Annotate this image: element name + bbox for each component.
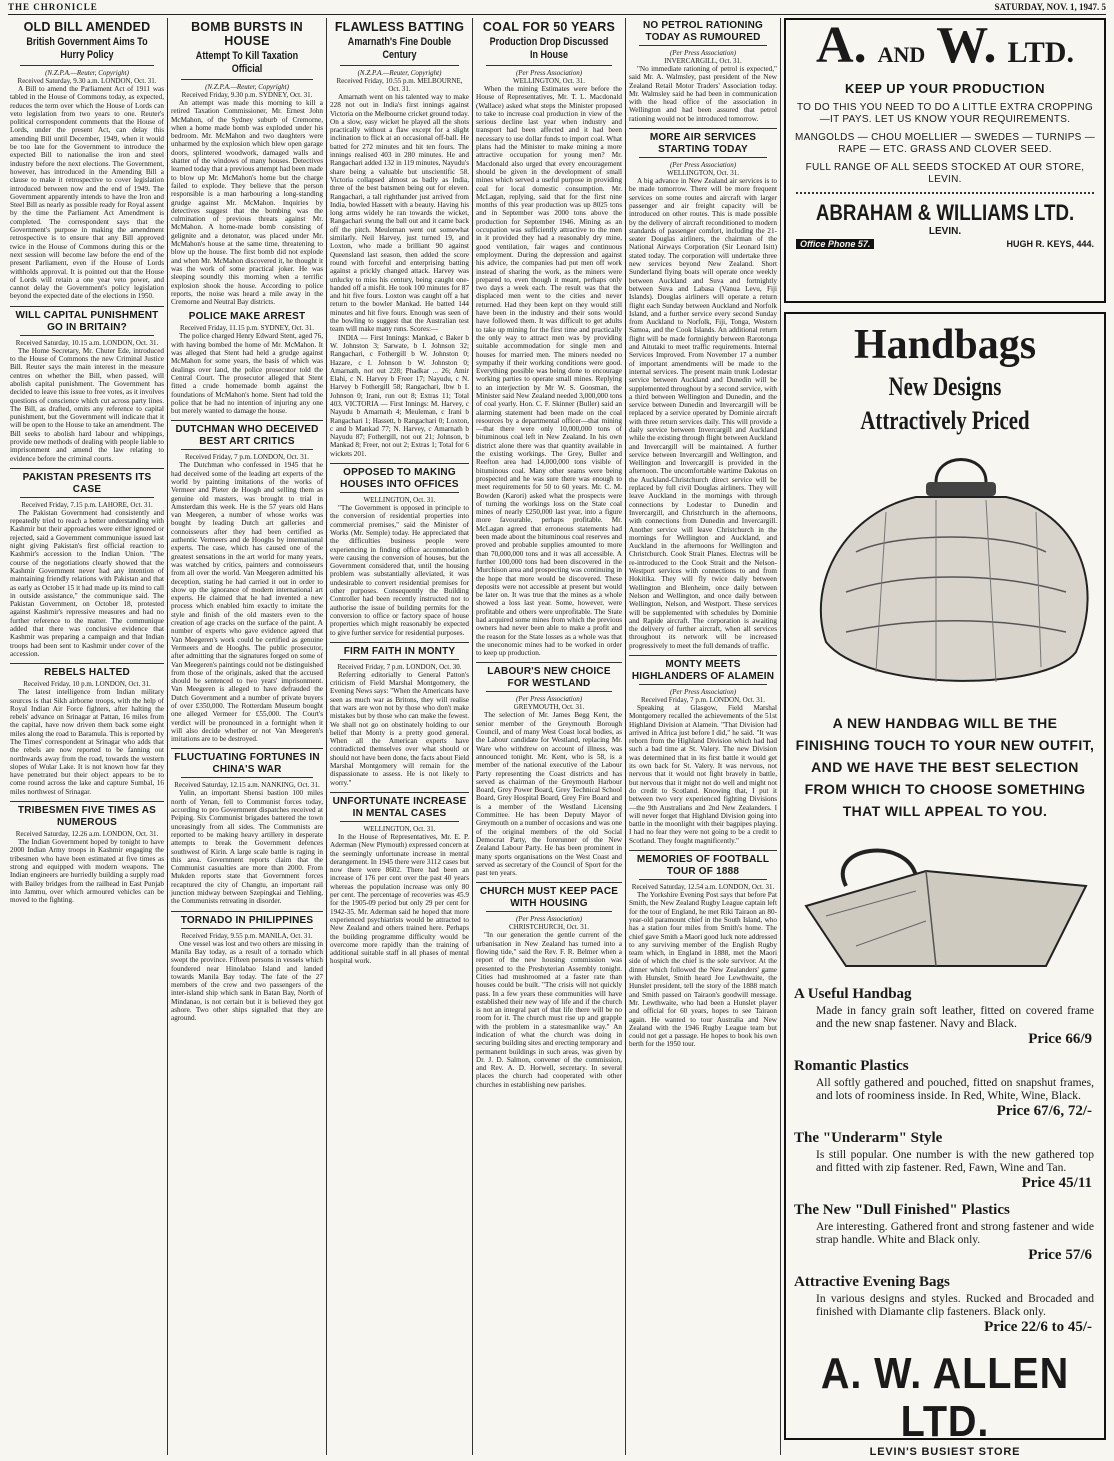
article-body: The latest intelligence from Indian military sources is that Sikh airborne troops, with the help of Royal Indian Air Force fighters, after halting the rebels' advance on Srinagar at Pattan, 16 miles from the capital, have now driven them back some eight miles along the road to Baramula. This is reported by The Times' correspondent at Srinagar who adds that the rebels are now reported to be fanning out northwards away from the road, towards the western slopes of Wular Lake. It is not known how far they have penetrated but their object appears to be to come round across the lake and capture Sumbal, 16 miles northwest of Srinagar. bbox=[10, 688, 164, 796]
article-old-bill-amended bbox=[10, 20, 164, 301]
article-pakistan bbox=[10, 472, 164, 658]
dateline: WELLINGTON, Oct. 31. bbox=[363, 824, 436, 833]
credit: (Per Press Association) bbox=[515, 695, 583, 704]
article-dutchman bbox=[171, 424, 323, 743]
item-desc: In various designs and styles. Rucked and Brocaded and finished with Diamante clip fasteners. Black only. bbox=[816, 1293, 1094, 1318]
headline: BOMB BURSTS IN HOUSE bbox=[191, 20, 303, 48]
article-body: Amarnath went on his talented way to make 228 not out in India's first innings against Victoria on the Melbourne cricket ground today. On a slow, easy wicket he played all the shots practically without a flaw except for a slight inclination to flick at an occasional off-ball. He batted for 272 minutes and hit ten fours. The innings realised 403 in 280 minutes. He and Rangachari added 132 in 119 minutes, Nayudu's share being a valuable but unscientific 58. Victoria collapsed almost as badly as India, three of the best batsmen being out for eleven. Rangachari, a tall righthander just arrived from India, bowled Hassett with a beauty. Having his long arms widely he ran towards the wicket, Rangachari swung the ball out and it came back off the pitch. Meuleman went out somewhat similarly. Neil Harvey, just turned 19, and Loxton, who made a brilliant 90 against Queensland last season, then added the score round with forceful and enterprising batting against a prickly changed attack. Harvey was unlucky to miss his century, being caught one-handed off a misfit. He took 100 minutes for 87 and hit five fours. Loxton was caught off a hat return to the bowler Mankad. He batted 144 minutes and hit five fours. Enough was seen of the bowling to suggest that the Australian test team will make many runs. Scores:— bbox=[330, 93, 469, 334]
column-rule bbox=[780, 18, 781, 1455]
item-price: Price 67/6, 72/- bbox=[996, 1103, 1092, 1119]
item-price: Price 45/11 bbox=[1021, 1175, 1092, 1191]
article-capital-punishment bbox=[10, 310, 164, 463]
ad-item bbox=[786, 986, 1104, 1048]
credit: (Per Press Association) bbox=[669, 688, 737, 696]
dateline: Received Friday, 7 p.m. LONDON, Oct. 31. bbox=[641, 696, 765, 704]
dateline: WELLINGTON, Oct. 31. bbox=[363, 496, 436, 505]
item-price: Price 22/6 to 45/- bbox=[984, 1319, 1092, 1335]
headline: OLD BILL AMENDED bbox=[23, 20, 151, 34]
ad-item bbox=[786, 1202, 1104, 1264]
headline: NO PETROL RATIONING TODAY AS RUMOURED bbox=[642, 20, 764, 43]
article-tribesmen bbox=[10, 805, 164, 904]
dateline: Received Friday, 7 p.m. LONDON, Oct. 30. bbox=[337, 662, 462, 671]
ad-items bbox=[786, 986, 1104, 1336]
item-desc: Is still popular. One number is with the new gathered top and fitted with zip fastener. Red, Fawn, Wine and Tan. bbox=[816, 1149, 1094, 1174]
subheadline: Production Drop Discussed In House bbox=[489, 36, 609, 61]
credit: (Per Press Association) bbox=[515, 69, 583, 77]
headline: FLUCTUATING FORTUNES IN CHINA'S WAR bbox=[174, 752, 320, 776]
article-body: The Dutchman who confessed in 1945 that he had deceived some of the leading art experts of the world by painting imitations of the works of Vermeer and Pieter de Hoogh and selling them as genuine old masters, was brought to trial in Amsterdam this week. He is the 57 years old Hans van Meegeren, a number of whose works was bought by leading Dutch art galleries and connoisseurs after they had been certified as authentic Vermeers and de Hooghs by international experts. The case, which has caused one of the greatest sensations in the art world for many years, was watched by critics, painters and connoisseurs from all over the world. Van Meegeren admitted his deception, stating he had carried it out in order to show up the ignorance of modern international art experts. He claimed that he had invented a new process which enabled him exactly to imitate the style and finish of the old masters even to the creation of age cracks on the surface of the paint. A number of experts who gave evidence agreed that Van Meegeren's work could be certified as genuine Vermeers and de Hooghs. The public prosecutor, after admitting that the signatures forged on some of Van Meegeren's paintings could not be distinguished from those of the originals, asked that the accused should be sentenced to two years' imprisonment. Van Meegeren is alleged to have defrauded the Dutch Government and a number of private buyers of over £350,000. The Rotterdam Museum bought one alleged Vermeer for £55,000. The Court's verdict will be pronounced in a fortnight when it will also decide whether or not Van Meegeren's imitations are to be destroyed. bbox=[171, 461, 323, 744]
dateline: Received Friday, 10.55 p.m. MELBOURNE, Oct. 31. bbox=[336, 77, 463, 93]
dateline: WELLINGTON, Oct. 31. bbox=[667, 169, 739, 178]
article-body: The Pakistan Government had consistently and repeatedly tried to reach a better understanding with Kashmir but their approaches were either ignored or rejected, said a Government communique issued last night giving Pakistan's first official reaction to Kashmir's accession to the Indian Union. "The course of the negotiations clearly showed that the Kashmir Government never had any intention of maintaining friendly relations with Pakistan and that as early as October 15 it had made up its mind to call in outside assistance," the communique said. The Pakistan Government, on October 18, protested against Kashmir's repressive measures and had no further reference to the matter. The communique added that there was conclusive evidence that Kashmir was preparing a campaign and that Indian troops had been sent to Kashmir under cover of the accession. bbox=[10, 508, 164, 658]
article-body: The Indian Government hoped by tonight to have 2000 Indian Army troops in Kashmir engaging the tribesmen who have been estimated at five times as strong and equipped with modern weapons. The Indian engineers are hurriedly building a supply road with Bailey bridges from the railhead in East Punjab into Jammu, over which armoured vehicles can be moved to the fighting. bbox=[10, 838, 164, 905]
article-rebels-halted bbox=[10, 667, 164, 796]
article-houses-offices bbox=[330, 467, 469, 637]
ad-company: ABRAHAM & WILLIAMS LTD. bbox=[815, 200, 1075, 225]
office-phone: Office Phone 57. bbox=[796, 239, 874, 249]
cricket-scores: INDIA — First Innings: Mankad, c Baker b W. Johnston 3; Sarwate, b I. Johnson 32; Rangachari, c Fothergill b W. Johnston 0; Hazare, c I. Johnson b W. Johnston 0; Amarnath, not out 228; Phadkar ... 26; Amir Elahi, c N. Harvey b Freer 17; Nayudu, c N. Harvey b Fothergill 58; Rangachari, lbw b I. Johnson 0; Irani, run out 8; Extras 11; Total 403. VICTORIA — First Innings: M. Harvey, c Nayudu b Amarnath 4; Meuleman, c Irani b Rangachari 1; Hassett, b Rangachari 0; Loxton, c and b Mankad 77; N. Harvey, c Amarnath b Nayudu 87; Fothergill, not out 21; Johnson, b Mankad 8; Freer, not out 2; Extras 1; Total for 6 wickets 201. bbox=[330, 333, 469, 458]
article-body: "In our generation the gentle current of the urbanisation in New Zealand has turned into a flowing tide," said the Rev. F. R. Belmer when a report of the new housing commission was presented to the Presbyterian Assembly tonight. Cities had mushroomed at a faster rate than houses could be built. "The crisis will not quickly pass. In a few years these communities will have established their new way of life and if the church is not an integral part of that life there will be no room for it. The church must rise up and grapple with the problem in a statesmanlike way." An indication of what the church was doing in securing building sites and erecting temporary and permanent buildings in such areas, was given by Dr. J. D. Salmon, convener of the commission, and Rev. A. D. Horwell, secretary. In several places the church had cooperated with other churches in establishing new parishes. bbox=[476, 931, 622, 1089]
headline: MEMORIES OF FOOTBALL TOUR OF 1888 bbox=[636, 854, 770, 878]
handbag-illustration bbox=[786, 826, 1104, 976]
article-china-war bbox=[171, 752, 323, 905]
ad-shop-name: A. W. ALLEN LTD. bbox=[820, 1349, 1070, 1446]
article-faith-monty bbox=[330, 646, 469, 787]
item-desc: Made in fancy grain soft leather, fitted on covered frame and the new snap fastener. Navy and Black. bbox=[816, 1005, 1094, 1030]
article-air-services bbox=[629, 132, 777, 650]
ad-title: Handbags bbox=[853, 322, 1037, 368]
dateline: Received Friday, 11.15 p.m. SYDNEY, Oct. 31. bbox=[180, 324, 314, 333]
article-body: The selection of Mr. James Begg Kent, the senior member of the Greymouth Borough Council, and of many West Coast local bodies, as the Labour candidate for Westland, replacing Mr. Ware who withdrew on account of illness, was announced tonight. Mr. Kent, who is 58, is a member of the national executive of the Labour Party representing the Coast districts and has served as chairman of the Greymouth Harbour Board, Grey Power Board, Grey Technical School Board, Grey Hospital Board, Grey Fire Board and is a member of the Westland Licensing Committee. He has been Deputy Mayor of Greymouth on a number of occasions and was one of the original members of the old Social Democrat Party, the forerunner of the New Zealand Labour Party. He has been prominent in many sports organisations on the West Coast and served as secretary of the Council of Sport for the past ten years. bbox=[476, 711, 622, 878]
headline: FLAWLESS BATTING bbox=[334, 20, 465, 34]
article-body: When the mining Estimates were before the House of Representatives, Mr. T. L. Macdonald (Wallace) asked what steps the Minister proposed to take to increase coal production in view of the serious decline last year when industry and transport had been affected and it had been necessary to use dollar funds to import coal. What plans had the Minister to make mining a more attractive occupation for young men? Mr. Macdonald also urged that every encouragement should be given in the development of small mines which served a useful purpose in providing coal for local domestic consumption. Mr. McLagan, replying, said that for the first nine months of this year production was up 8025 tons and in September was 2000 tons above the production for September 1946. Mining as an occupation was sufficiently attractive to the men in it provided they had a reasonably dry mine, good ventilation, fair wages and continuous employment. During the depression and against his advice, the companies had put men off work instead of sharing the work, as the miners were prepared to, even though it meant, perhaps only two days a week each. The result was that the displaced men went to the cities and never returned. Had they been kept on they would still have been in the industry and their sons would have followed them. It was difficult to get adults to take up mining for the first time and practically the only way to attract men was by providing suitable accommodation for single men and houses for married men. The miners needed no sympathy if their working conditions were good. Everything possible was being done to encourage working parties to operate small mines. Replying to an interjection by Mr W. S. Goosman, the Minister said New Zealand needed 3,000,000 tons of coal yearly. Hon. C. F. Skinner (Buller) said an alarming statement had been made on the coal resources by a departmental officer—that mining—that there were only 10,000,000 tons of bituminous coal left in New Zealand. In his own district alone there was that quantity available in the existing workings. The Grey, Buller and Reefton area had 14,000,000 tons visible of bituminous coal. Many other seams were being prospected and he was sure there was enough to meet requirements for 50 to 60 years. Mr. C. M. Bowden (Karori) asked what the prospects were of turning the workings loss on the State coal mines of nearly £250,000 last year, into a figure more favourable, perhaps profitable. Mr. McLagan agreed that erroneous statements had been made about the bituminous coal reserves and proved and probable supplies amounted to more than 70,000,000 tons and it was all accessible. A further 100,000 tons had been discovered in the Murchison area and prospecting was continuing in the hope that more would be discovered. These deposits were not accessible at present but would be later on. It was true that the mines as a whole showed a loss last year. Some, however, were profitable and others were unprofitable. The State had acquired some mines from which the previous owners had never been able to make a profit and the reason for the State losses as a whole was that the uneconomic mines had to be worked in order to keep up production. bbox=[476, 85, 622, 658]
article-tornado bbox=[171, 915, 323, 1023]
dateline: Received Saturday, 12.54 a.m. LONDON, Oct. 31. bbox=[631, 883, 775, 892]
article-body: In the House of Representatives, Mr. E. P. Aderman (New Plymouth) expressed concern at the seemingly unfortunate increase in mental derangement. In 1945 there were 3112 cases but now there were 8602. There had been an increase of 176 per cent over the past 40 years whereas the population increase was only 80 per cent. The percentage of recoveries was 45.9 for the 1905-09 period but only 29 per cent for 1942-35. Mr. Aderman said he hoped that more experienced psychiatrists would be attracted to New Zealand and others trained here. Perhaps the building programme difficulty would be overcome more rapidly than the training of additional suitable staff in all phases of mental hospital work. bbox=[330, 832, 469, 966]
handbag-illustration bbox=[786, 442, 1104, 702]
headline: TORNADO IN PHILIPPINES bbox=[180, 914, 314, 926]
headline: FIRM FAITH IN MONTY bbox=[343, 645, 456, 657]
column-rule bbox=[625, 18, 626, 1455]
column-1 bbox=[10, 18, 164, 1455]
headline: REBELS HALTED bbox=[44, 667, 130, 679]
dateline: Received Friday, 7 p.m. LONDON, Oct. 31. bbox=[185, 453, 309, 462]
item-name: A Useful Handbag bbox=[794, 986, 912, 1002]
item-name: The New "Dull Finished" Plastics bbox=[794, 1202, 1010, 1218]
ad-text: TO DO THIS YOU NEED TO DO A LITTLE EXTRA CROPPING—IT PAYS. LET US KNOW YOUR REQUIREMENTS. bbox=[796, 102, 1094, 125]
credit: (Per Press Association) bbox=[669, 161, 737, 170]
article-monty-highlanders bbox=[629, 659, 777, 845]
masthead: THE CHRONICLE bbox=[8, 2, 98, 12]
item-name: The "Underarm" Style bbox=[794, 1130, 943, 1146]
column-4 bbox=[476, 18, 622, 1455]
article-body: The police charged Henry Edward Stent, aged 76, with having bombed the home of Mr. McMahon. It was alleged that Stent had held a grudge against McMahon for some years, the basis of which was dealings over land, the police prosecutor told the Central Court. The prosecutor alleged that Stent fitted a crude homemade bomb against the foundations of McMahon's home. Stent had told the police that he had no intention of injuring any one but merely wanted to damage the house. bbox=[171, 332, 323, 416]
headline: WILL CAPITAL PUNISHMENT GO IN BRITAIN? bbox=[15, 309, 159, 333]
ad-contact bbox=[796, 239, 1094, 249]
column-rule bbox=[167, 18, 168, 1455]
ad-tagline: New Designs bbox=[888, 372, 1002, 401]
article-church-housing bbox=[476, 886, 622, 1089]
column-5 bbox=[629, 18, 777, 1455]
ad-brand: A. AND W. LTD. bbox=[816, 17, 1074, 74]
headline: POLICE MAKE ARREST bbox=[188, 311, 306, 323]
page-date: SATURDAY, NOV. 1, 1947. 5 bbox=[994, 2, 1106, 12]
credit: (N.Z.P.A.—Reuter, Copyright) bbox=[205, 83, 289, 91]
article-petrol-rationing bbox=[629, 20, 777, 123]
column-2 bbox=[171, 18, 323, 1455]
article-body: A Bill to amend the Parliament Act of 1911 was tabled in the House of Commons today, as expected, reduces the term over which the House of Lords can veto legislation from two years to one. Reuter's political correspondent comments that the House of Lords, under the present Act, can delay this amending Bill until December, 1949, when it would be too late for the Government to introduce the expected Bill to nationalise the iron and steel industry before the next elections. The Government, however, has introduced in the Amending Bill a clause to make it retrospective to cover legislation introduced between now and the end of 1949. The Government apparently intends to have the Iron and Steel Bill as nearly as possible ready for Royal assent by the time the Parliament Act Amendment is completed. The correspondent says that the Government's purpose in making the amendment retrospective is to ensure that any Bill approved twice in the House of Commons during this or the next session will become law before the end of the present Parliament, even if the House of Lords withholds approval. It is pointed out that the House of Lords will retain a one year veto power, and cannot delay the Government's policy legislation beyond the expected date of the elections in 1950. bbox=[10, 85, 164, 301]
column-rule bbox=[472, 18, 473, 1455]
article-mental-cases bbox=[330, 796, 469, 966]
item-price: Price 57/6 bbox=[1028, 1247, 1092, 1263]
article-body: "No immediate rationing of petrol is expected," said Mr. A. Walmsley, past president of the New Zealand Retail Motor Traders' Association today. Mr. Walmsley said he had been in communication with the head office of the association in Wellington and had been assured that petrol rationing would not be introduced tomorrow. bbox=[629, 65, 777, 123]
dateline: WELLINGTON, Oct. 31. bbox=[513, 77, 585, 85]
headline: TRIBESMEN FIVE TIMES AS NUMEROUS bbox=[17, 805, 157, 829]
item-price: Price 66/9 bbox=[1028, 1031, 1092, 1047]
headline: UNFORTUNATE INCREASE IN MENTAL CASES bbox=[332, 795, 467, 819]
article-football-tour bbox=[629, 854, 777, 1049]
ad-text: MANGOLDS — CHOU MOELLIER — SWEDES — TURNIPS — RAPE — ETC. GRASS AND CLOVER SEED. bbox=[794, 132, 1096, 155]
column-rule bbox=[326, 18, 327, 1455]
ad-shop-tagline: LEVIN'S BUSIEST STORE bbox=[869, 1446, 1021, 1458]
dateline: Received Friday, 9.55 p.m. MANILA, Oct. 31. bbox=[181, 931, 313, 940]
article-westland bbox=[476, 666, 622, 877]
column-3 bbox=[330, 18, 469, 1455]
dateline: Received Saturday, 10.15 a.m. LONDON, Oct. 31. bbox=[15, 338, 159, 347]
ad-slogan: KEEP UP YOUR PRODUCTION bbox=[844, 81, 1046, 96]
article-police-arrest bbox=[171, 311, 323, 415]
headline: OPPOSED TO MAKING HOUSES INTO OFFICES bbox=[340, 467, 459, 491]
headline: MORE AIR SERVICES STARTING TODAY bbox=[649, 132, 757, 156]
article-body: The Home Secretary, Mr. Chuter Ede, introduced to the House of Commons the new Criminal Justice Bill. Reuter says the main interest in the measure centres on whether the Bill, when passed, will abolish capital punishment. The Government has decided to leave this issue to free votes, as it involves questions of conscience which cut across party lines. The Bill, as drafted, omits any reference to capital punishment, but the Government will indicate that it will be open to the House to take an amendment. The Bill seeks to abolish hard labour and whippings, provide new methods of dealing with people liable to imprisonment and amend the law relating to evidence before the criminal courts. bbox=[10, 346, 164, 463]
ad-pitch: A NEW HANDBAG WILL BE THE FINISHING TOUCH TO YOUR NEW OUTFIT, AND WE HAVE THE BEST SELECTION FROM WHICH TO CHOOSE SOMETHING THAT WILL APPEAL TO YOU. bbox=[795, 715, 1095, 819]
credit: (N.Z.P.A.—Reuter, Copyright) bbox=[357, 69, 442, 77]
article-coal bbox=[476, 20, 622, 657]
ad-tagline: Attractively Priced bbox=[860, 406, 1030, 435]
headline: COAL FOR 50 YEARS bbox=[482, 20, 616, 34]
article-flawless-batting bbox=[330, 20, 469, 458]
dateline: Received Friday, 10 p.m. LONDON, Oct. 31. bbox=[23, 680, 151, 689]
item-desc: All softly gathered and pouched, fitted on snapshut frames, and lots of roominess inside. In Red, White, Wine, Black. bbox=[816, 1077, 1094, 1102]
dateline: INVERCARGILL, Oct. 31. bbox=[664, 57, 742, 65]
manager: HUGH R. KEYS, 444. bbox=[1006, 239, 1094, 249]
subheadline: Attempt To Kill Taxation Official bbox=[195, 50, 299, 75]
item-desc: Are interesting. Gathered front and strong fastener and wide strap handle. White and Black only. bbox=[816, 1221, 1094, 1246]
credit: (N.Z.P.A.—Reuter, Copyright) bbox=[45, 69, 129, 77]
dateline: Received Friday, 9.30 p.m. SYDNEY, Oct. 31. bbox=[181, 91, 313, 99]
article-body: An attempt was made this morning to kill a retired Taxation Commissioner, Mr. Ernest John McMahon, of the Sydney suburb of Cremorne, when a home made bomb was exploded under his bedroom. Mr. McMahon and two daughters were unharmed by the explosion which blew open garage doors, splintered woodwork, damaged walls and shatter of the windows of many houses. Detectives learned today that a previous attempt had been made to blow up Mr. McMahon's home but the charge failed to explode. They believe that the person responsible is a man harbouring a long-standing grudge against Mr. McMahon. Inquiries by detectives suggest that the bombing was the culmination of previous threats against Mr. McMahon. A home-made bomb consisting of gelignite and a detonator, was placed under Mr. McMahon's house at the same time, threatening to blow up the house. The first bomb did not explode and when Mr. McMahon discovered it, he thought it was the work of some practical joker. He was sleeping soundly this morning when a terrific explosion shook the house. According to police reports, the noise was heard a mile away in the Cremorne and Neutral Bay districts. bbox=[171, 99, 323, 307]
ad-handbags bbox=[784, 312, 1106, 1458]
article-bomb-bursts bbox=[171, 20, 323, 306]
credit: (Per Press Association) bbox=[515, 915, 583, 924]
article-body: "The Government is opposed in principle to the conversion of residential properties into commercial premises," said the Minister of Works (Mr. Semple) today. He appreciated that the difficulties business people were experiencing in finding office accommodation were causing the conversion of houses, but the Government considered that, until the housing problem was substantially alleviated, it was undesirable to convert residential premises for other purposes. Consequently the Building Controller had been recently instructed not to authorise the issue of building permits for the conversion to office or factory space of house properties which might reasonably be expected to give further service for residential purposes. bbox=[330, 504, 469, 637]
headline: MONTY MEETS HIGHLANDERS OF ALAMEIN bbox=[631, 659, 775, 682]
headline: CHURCH MUST KEEP PACE WITH HOUSING bbox=[479, 886, 619, 910]
headline: PAKISTAN PRESENTS ITS CASE bbox=[22, 471, 152, 495]
dateline: CHRISTCHURCH, Oct. 31. bbox=[509, 923, 589, 932]
ad-abraham-williams bbox=[784, 18, 1106, 303]
subheadline: British Government Aims To Hurry Policy bbox=[26, 36, 148, 61]
article-body: One vessel was lost and two others are missing in Manila Bay today, as a result of a tornado which swept the province. Fifteen persons in vessels which foundered near Hinolabao Island and landed towards Manila Bay today. The fate of the 27 members of the crew and two passengers of the inter-island ship which sank in Batan Bay, North of Mindanao, is not certain but it is believed they got ashore. Two other ships signalled that they are aground. bbox=[171, 939, 323, 1023]
dateline: Received Saturday, 9.30 a.m. LONDON, Oct. 31. bbox=[17, 77, 157, 85]
page-header bbox=[8, 2, 1106, 15]
item-name: Attractive Evening Bags bbox=[794, 1274, 950, 1290]
headline: DUTCHMAN WHO DECEIVED BEST ART CRITICS bbox=[175, 424, 319, 448]
article-body: The Yorkshire Evening Post says that before Pat Smith, the New Zealand Rugby League captain left for the tour of England, he met Riki Tairaon an 80-year-old paramount chief in the South Island, who has a station four miles from Smith's home. The chief gave Smith a Maori good luck note addressed to any surviving member of the English Rugby team which, in England in 1888, met the Maori side of which the chief is the sole survivor. At the dinner which followed the New Zealanders' game with Hunslet, Smith heard Joe Lewthwaite, the Hunslet president, tell the story of the 1888 match and Smith passed on Tairaon's goodwill message. Mr. Lewthwaite, who had been a Hunslet player and official for 60 years, hopes to see Tairaon again. He wanted to tour Australia and New Zealand with the 1946 Rugby League team but could not get a passage. He hopes to book his own berth for the 1950 tour. bbox=[629, 891, 777, 1049]
dateline: Received Friday, 7.15 p.m. LAHORE, Oct. 31. bbox=[21, 500, 153, 509]
item-name: Romantic Plastics bbox=[794, 1058, 909, 1074]
ad-location: LEVIN. bbox=[928, 226, 962, 237]
ad-text: FULL RANGE OF ALL SEEDS STOCKED AT OUR STORE, LEVIN. bbox=[805, 162, 1085, 185]
ad-item bbox=[786, 1058, 1104, 1120]
subheadline: Amarnath's Fine Double Century bbox=[347, 36, 452, 61]
headline: LABOUR'S NEW CHOICE FOR WESTLAND bbox=[487, 666, 611, 690]
dateline: Received Saturday, 12.26 a.m. LONDON, Oct. 31. bbox=[15, 830, 159, 839]
dateline: GREYMOUTH, Oct. 31. bbox=[513, 703, 585, 712]
dateline: Received Saturday, 12.15 a.m. NANKING, Oct. 31. bbox=[174, 781, 320, 790]
credit: (Per Press Association) bbox=[669, 49, 737, 57]
article-body: Speaking at Glasgow, Field Marshal Montgomery recalled the achievements of the 51st Highland Division at Alamein. "That Division had arrived in Africa just before I did," he said. "It was reborn from the Highland Division which had had such a bad time at St. Valery. The new Division was determined that in its first battle it would get its own back for St. Valery. It was nervous, not nervous that it would not fight bravely in battle, but nervous that it might not do well and might not do credit to Scotland. Knowing that, I put it between two very experienced fighting Divisions—the 9th Australians and 2nd New Zealanders. I will never forget that Highland Division going into battle in the moonlight with their bagpipes playing. I had no fear they were not going to be a credit to Scotland. They fought magnificently." bbox=[629, 704, 777, 845]
article-body: Referring editorially to General Patton's criticism of Field Marshal Montgomery, the Evening News says: "When the Americans have seen as much war as Britons, they will realise that wars are won not by those who don't make mistakes but by those who can make the fewest. We shall not go on obstinately holding to our belief that Monty is a pretty good general. When all the American experts have contradicted themselves over what should or should not have been done, the facts about Field Marshal Montgomery will remain for the dispassionate to assess. He is not likely to worry." bbox=[330, 670, 469, 787]
ad-item bbox=[786, 1274, 1104, 1336]
article-body: A big advance in New Zealand air services is to be made tomorrow. There will be more frequent services on some routes and aircraft with larger passenger and air freight capacity will be introduced on other routes. This is made possible by the delivery of aircraft reconditioned to modern standards of passenger comfort, including the 21-seater Douglas airliners, the chairman of the National Airways Corporation (Sir Leonard Isitt) stated today. The corporation will undertake three new services beyond New Zealand. Short Sunderland flying boats will operate once weekly between Auckland and Suva and fortnightly between Suva and Labasa (Vanua Levu, Fiji Islands). Douglas airliners will operate a return flight each Sunday between Auckland and Norfolk Island, and a further service every second Sunday from Auckland to Norfolk, Fiji, Tonga, Western Samoa, and the Cook Islands. An additional return flight will be made fortnightly between Rarotonga and Aitutaki to meet traffic requirements. Internal Services Improved. From November 17 a number of important amendments will be made to the internal services. The present main trunk Lodestar service between Auckland and Dunedin will be supplemented throughout by a second service, with a third between Wellington and Dunedin, and the service between Dunedin and Invercargill will be replaced by a service operated by Dominie aircraft with three return services daily. This will provide a daily service between Invercargill and Auckland while the existing through flight between Auckland and Invercargill will be maintained. A further service between Invercargill and Wellington, and Wellington and Invercargill is provided in the afternoon. The uncomfortable wartime Dakotas on the Auckland-Christchurch direct service will be replaced by full civil Douglas airliners. They will leave Auckland in the mornings with through connections by Lodestar to Dunedin and Invercargill, and Christchurch in the afternoons, with connections from Dunedin and Invercargill. Another service will leave Christchurch in the mornings for Wellington and Auckland, and Auckland in the afternoons for Wellington and Christchurch. Cook Strait Planes. Electras will be re-introduced to the Cook Strait and the Nelson-Westport services with connections to and from Hokitika. They will fly twice daily between Wellington and Blenheim, once daily between Nelson and Wellington, and once daily between Wellington, Nelson, and Westport. These services will be supplemented with schedules by Dominie and Rapide aircraft. The corporation is awaiting the delivery of further aircraft, when all services throughout its network will be increased progressively to meet the full demands of traffic. bbox=[629, 177, 777, 650]
ad-item bbox=[786, 1130, 1104, 1192]
article-body: Yulin, an important Shensi bastion 100 miles north of Yenan, fell to Communist forces today, according to pro Government dispatches received at Peiping. Six Communist brigades battered the town unceasingly from all sides. The Communists are reported to be making heavy artillery in desperate attempts to break the Government defences southwest of Kirin. A large scale battle is raging in this area. Government reports claim that the Communist casualties are more than 2000. From Mukden reports state that Government forces recaptured the city of Changtu, an important rail junction midway between Szepingkai and Tiehling, the Communists retreating in disorder. bbox=[171, 789, 323, 906]
